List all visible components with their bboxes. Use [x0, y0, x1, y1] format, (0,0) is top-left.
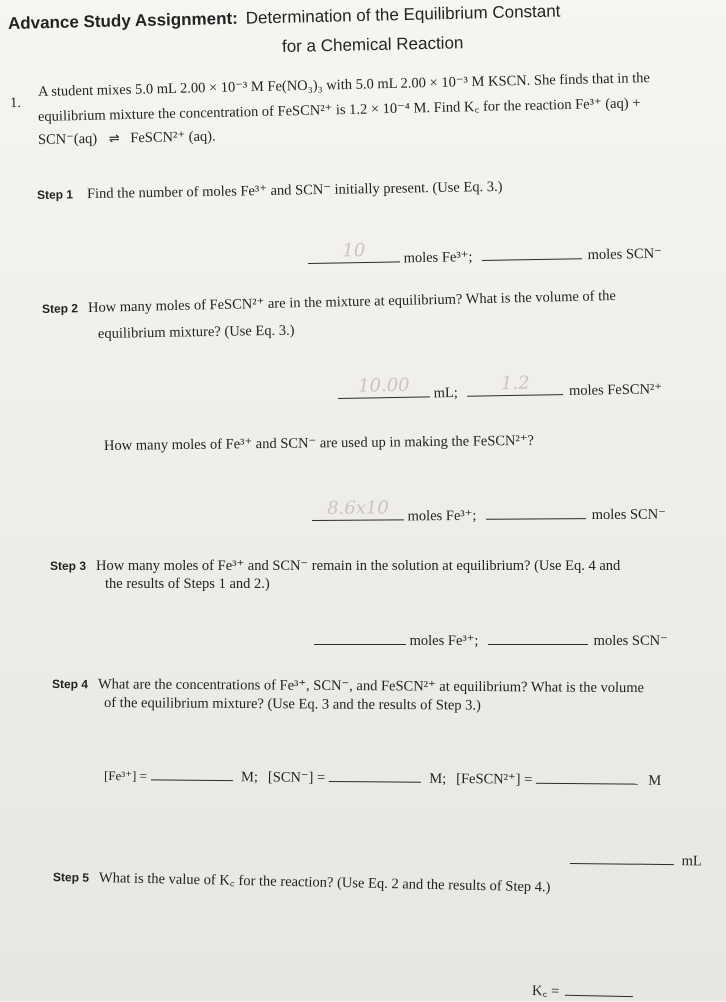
- step2-fe-used-unit: moles Fe³⁺;: [407, 507, 477, 525]
- step3-text-2: the results of Steps 1 and 2.): [105, 576, 270, 592]
- conc-fescn-label: [FeSCN²⁺] =: [456, 771, 533, 788]
- step4-text-2: of the equilibrium mixture? (Use Eq. 3 and the results of Step 3.): [103, 695, 481, 714]
- kc-label: K꜀ =: [531, 983, 560, 1000]
- step3-label: Step 3: [50, 559, 87, 573]
- conc-fe-unit: M;: [240, 769, 258, 786]
- step2-question: [42, 287, 616, 318]
- step2-fescn-handwriting: 1.2: [500, 372, 530, 395]
- conc-scn-label: [SCN⁻] =: [267, 769, 326, 786]
- page-title: [8, 1, 561, 34]
- step1-text: Find the number of moles Fe³⁺ and SCN⁻ initially present. (Use Eq. 3.): [86, 178, 503, 203]
- step2-question-2: How many moles of Fe³⁺ and SCN⁻ are used up in making the FeSCN²⁺?: [103, 432, 535, 454]
- step3-answers: [314, 630, 668, 650]
- step5-label: Step 5: [52, 870, 90, 885]
- step1-scn-blank[interactable]: [482, 244, 582, 261]
- step1-label: Step 1: [36, 187, 74, 202]
- step5-text: What is the value of K꜀ for the reaction? (Use Eq. 2 and the results of Step 4.): [98, 869, 551, 896]
- reactant-scn: SCN⁻(aq): [37, 130, 98, 148]
- conc-fe-label: [Fe³⁺] =: [103, 768, 148, 784]
- step2-volume-handwriting: 10.00: [357, 374, 410, 397]
- step2-text-1: How many moles of FeSCN²⁺ are in the mixture at equilibrium? What is the volume of the: [87, 287, 617, 316]
- step4-volume: [570, 849, 702, 870]
- step3-text-1: How many moles of Fe³⁺ and SCN⁻ remain in the solution at equilibrium? (Use Eq. 4 and: [96, 558, 621, 574]
- step3-fe-unit: moles Fe³⁺;: [409, 633, 479, 649]
- step1-fe-handwriting: 10: [342, 240, 366, 262]
- step2-scn-used-unit: moles SCN⁻: [591, 506, 666, 524]
- step2-usedup-answers: [312, 497, 666, 526]
- step2-answers: [338, 372, 663, 404]
- kc-answer: [532, 980, 633, 1002]
- step1-answers: [308, 240, 662, 269]
- step4-label: Step 4: [51, 677, 89, 692]
- step3-scn-blank[interactable]: [488, 630, 588, 645]
- step2-fescn-unit: moles FeSCN²⁺: [568, 381, 663, 399]
- step1-scn-unit: moles SCN⁻: [587, 245, 662, 264]
- step2-volume-unit: mL;: [433, 384, 458, 402]
- step4-concentrations: [104, 765, 661, 790]
- kc-blank[interactable]: [565, 981, 633, 997]
- step1-fe-unit: moles Fe³⁺;: [403, 249, 473, 267]
- problem-line-2: equilibrium mixture the concentration of FeSCN²⁺ is 1.2 × 10⁻⁴ M. Find K꜀ for the reaction Fe³⁺ (aq) +: [37, 95, 641, 125]
- step2-fe-used-handwriting: 8.6x10: [327, 497, 389, 519]
- problem-line-1: A student mixes 5.0 mL 2.00 × 10⁻³ M Fe(NO₃)₃ with 5.0 mL 2.00 × 10⁻³ M KSCN. She finds that in the: [37, 70, 651, 100]
- conc-fe-blank[interactable]: [151, 765, 233, 781]
- step3-scn-unit: moles SCN⁻: [593, 633, 668, 649]
- title-line-1: Determination of the Equilibrium Constant: [245, 1, 561, 28]
- step2-volume-blank[interactable]: [338, 374, 430, 399]
- step4-question: [52, 675, 644, 697]
- volume-unit: mL: [681, 853, 702, 870]
- step5-question: [53, 866, 551, 896]
- step3-fe-blank[interactable]: [314, 630, 406, 645]
- step1-question: [37, 178, 503, 204]
- step3-question: [50, 557, 620, 575]
- step2-label: Step 2: [41, 301, 79, 316]
- step2-text-2: equilibrium mixture? (Use Eq. 3.): [97, 322, 295, 342]
- step4-text-1: What are the concentrations of Fe³⁺, SCN⁻, and FeSCN²⁺ at equilibrium? What is the volume: [97, 676, 645, 697]
- step1-fe-blank[interactable]: [308, 240, 400, 264]
- conc-fescn-unit: M: [648, 772, 662, 789]
- conc-scn-blank[interactable]: [329, 767, 421, 783]
- assignment-label: Advance Study Assignment:: [7, 8, 239, 33]
- conc-scn-unit: M;: [429, 770, 447, 787]
- step2-fescn-blank[interactable]: [467, 372, 563, 397]
- step2-fe-used-blank[interactable]: [312, 497, 404, 521]
- step2-scn-used-blank[interactable]: [486, 504, 586, 520]
- problem-line-3: [38, 129, 216, 149]
- problem-number: 1.: [9, 94, 22, 112]
- title-line-2: for a Chemical Reaction: [281, 33, 464, 56]
- volume-blank[interactable]: [570, 849, 674, 865]
- product-fescn: FeSCN²⁺ (aq).: [130, 128, 216, 147]
- conc-fescn-blank[interactable]: [536, 769, 638, 785]
- equilibrium-arrow-icon: ⇌: [108, 130, 119, 146]
